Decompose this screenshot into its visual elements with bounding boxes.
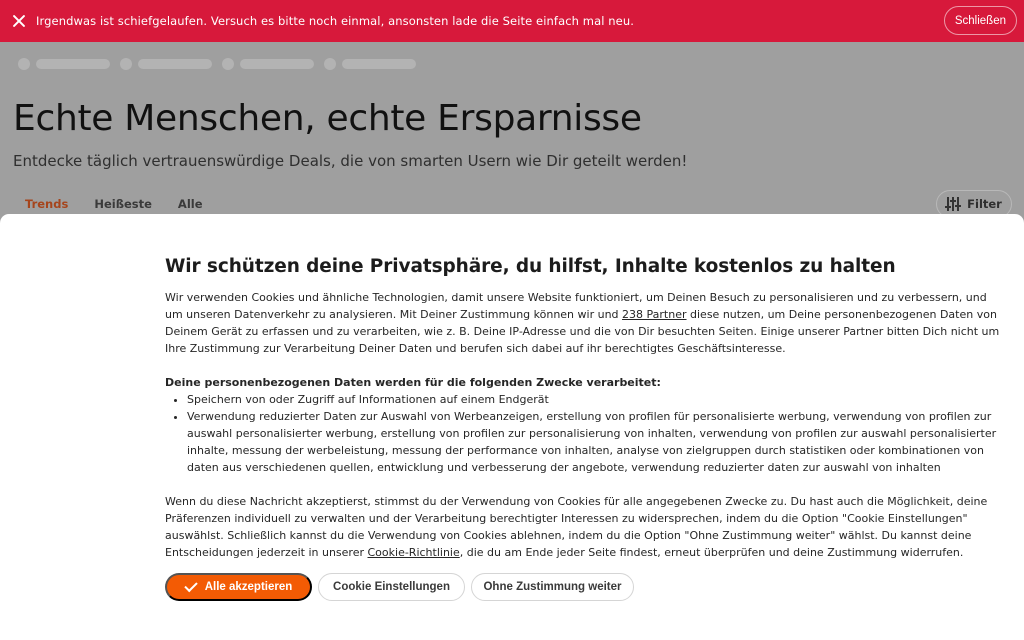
continue-without-consent-button[interactable]: Ohne Zustimmung weiter: [471, 573, 634, 601]
consent-closing-text-2: , die du am Ende jeder Seite findest, erneut überprüfen und deine Zustimmung widerrufen.: [459, 546, 964, 559]
partners-link[interactable]: 238 Partner: [622, 308, 687, 321]
cookie-settings-button[interactable]: Cookie Einstellungen: [318, 573, 465, 601]
breadcrumb: [18, 58, 416, 70]
deal-tabs: [25, 197, 203, 211]
tab-heisseste[interactable]: Heißeste: [94, 197, 152, 211]
consent-actions: [165, 573, 634, 601]
purposes-heading: Deine personenbezogenen Daten werden für die folgenden Zwecke verarbeitet:: [165, 376, 661, 389]
breadcrumb-placeholder: [324, 58, 416, 70]
checkmark-icon: [184, 579, 197, 592]
cookie-policy-link[interactable]: Cookie-Richtlinie: [367, 546, 460, 559]
breadcrumb-placeholder: [18, 58, 110, 70]
consent-intro: [165, 289, 1005, 357]
consent-closing: [165, 493, 1005, 561]
filter-label: Filter: [967, 197, 1002, 211]
purposes-list: [165, 391, 1005, 476]
page-title: Echte Menschen, echte Ersparnisse: [13, 98, 642, 139]
close-icon[interactable]: [12, 14, 26, 28]
error-message: Irgendwas ist schiefgelaufen. Versuch es bitte noch einmal, ansonsten lade die Seite einfach mal neu.: [36, 14, 634, 28]
close-banner-button[interactable]: Schließen: [944, 6, 1017, 35]
page-subtitle: Entdecke täglich vertrauenswürdige Deals, die von smarten Usern wie Dir geteilt werden!: [13, 152, 688, 170]
breadcrumb-placeholder: [222, 58, 314, 70]
list-item: • Verwendung reduzierter Daten zur Auswahl von Werbeanzeigen, erstellung von profilen für personalisierte werbung, verwendung von profilen zur auswahl personalisierter werbung, erstellung von profilen zur personalisierung von inhalten, verwendung von profilen zur auswahl personalisierter inhalte, messung der werbeleistung, messung der performance von inhalten, analyse von zielgruppen durch statistiken oder kombinationen von daten aus verschiedenen quellen, entwicklung und verbesserung der angebote, verwendung reduzierter daten zur auswahl von inhalten: [187, 408, 1005, 476]
consent-intro-text: Wir verwenden Cookies und ähnliche Technologien, damit unsere Website funktioniert, um Deinen Besuch zu personalisieren und zu verbessern, und um unseren Datenverkehr zu analysieren. Mit Deiner Zustimmung können wir und: [165, 291, 987, 321]
list-item: • Speichern von oder Zugriff auf Informationen auf einem Endgerät: [187, 391, 1005, 408]
sliders-icon: [946, 197, 960, 211]
accept-all-button[interactable]: [165, 573, 312, 601]
accept-all-label: Alle akzeptieren: [204, 581, 293, 593]
consent-title: Wir schützen deine Privatsphäre, du hilfst, Inhalte kostenlos zu halten: [165, 256, 896, 277]
breadcrumb-placeholder: [120, 58, 212, 70]
tab-alle[interactable]: Alle: [177, 197, 203, 211]
consent-intro-text-2: diese nutzen, um Deine personenbezogenen Daten von Deinem Gerät zu erfassen und zu verarbeiten, wie z. B. Deine IP-Adresse und die von Dir besuchten Seiten. Einige unserer Partner bitten Dich nicht um Ihre Zustimmung zur Verarbeitung Deiner Daten und berufen sich dabei auf ihr berechtigtes Geschäftsinteresse.: [165, 308, 1000, 355]
consent-closing-text: Wenn du diese Nachricht akzeptierst, stimmst du der Verwendung von Cookies für alle angegebenen Zwecke zu. Du hast auch die Möglichkeit, deine Präferenzen individuell zu verwalten und der Verarbeitung berechtigter Interessen zu widersprechen, indem du die Option "Cookie Einstellungen" auswählst. Schließlich kannst du die Verwendung von Cookies ablehnen, indem du die Option "Ohne Zustimmung weiter" wählst. Du kannst deine Entscheidungen jederzeit in unserer: [165, 495, 988, 559]
error-banner: [0, 0, 1024, 42]
tab-trends[interactable]: Trends: [25, 197, 69, 211]
cookie-consent-dialog: [0, 214, 1024, 640]
